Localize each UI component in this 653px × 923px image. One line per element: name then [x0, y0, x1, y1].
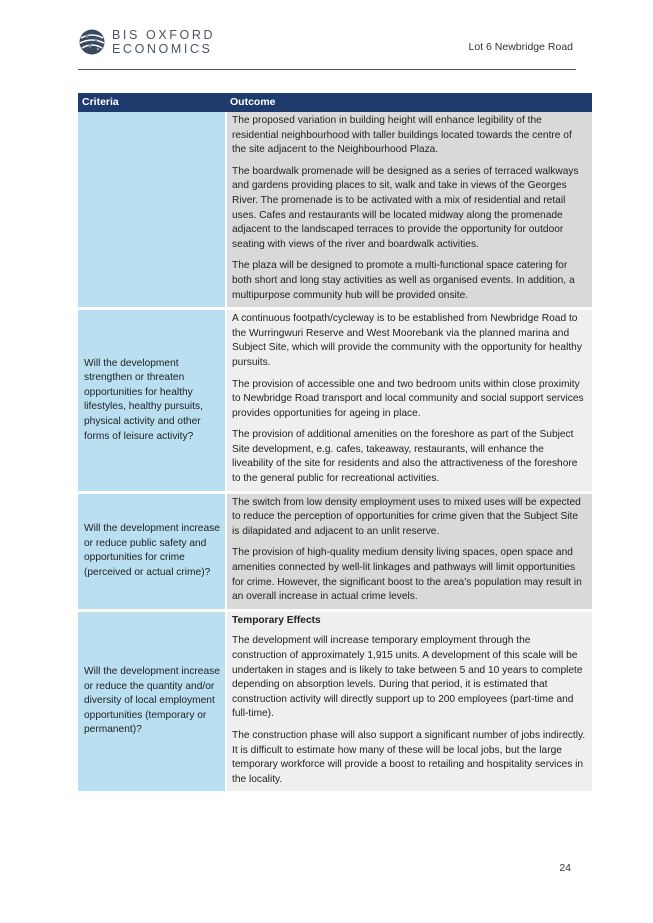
table-row: [78, 492, 592, 610]
header-divider: [78, 69, 576, 70]
outcome-paragraph: The proposed variation in building height will enhance legibility of the residential neighbourhood with taller buildings located towards the centre of the site adjacent to the Neighbourhood Plaza.: [232, 115, 572, 156]
logo-line-2: ECONOMICS: [112, 41, 213, 56]
logo-line-1: BIS OXFORD: [112, 28, 216, 42]
outcome-cell: [226, 492, 592, 610]
outcome-paragraph: The plaza will be designed to promote a multi-functional space catering for both short and long stay activities as well as organised events. In addition, a multipurpose community hub will be provided onsite.: [232, 260, 575, 301]
criteria-cell: Will the development strengthen or threaten opportunities for healthy lifestyles, healthy pursuits, physical activity and other forms of leisure activity?: [78, 309, 226, 493]
table-row: [78, 112, 592, 309]
outcome-paragraph: A continuous footpath/cycleway is to be established from Newbridge Road to the Wurringwuri Reserve and West Moorebank via the planned marina and Subject Site, which will provide the community with the opportunity for healthy pursuits.: [232, 313, 582, 368]
outcome-subheading: Temporary Effects: [232, 614, 321, 626]
document-title: Lot 6 Newbridge Road: [468, 41, 573, 53]
criteria-outcome-table: [78, 93, 592, 794]
outcome-paragraph: The development will increase temporary employment through the construction of approximately 1,915 units. A development of this scale will be undertaken in stages and is likely to take between 5 and 10 years to complete depending on absorption levels. During that period, it is estimated that construction activity will directly support up to 200 employees (part-time and full-time).: [232, 635, 583, 720]
outcome-cell: [226, 610, 592, 793]
table-row: [78, 610, 592, 793]
logo-wordmark: [112, 29, 215, 56]
outcome-paragraph: The construction phase will also support a significant number of jobs indirectly. It is difficult to estimate how many of these will be local jobs, but the large temporary workforce will provide a boost to retailing and hospitality services in the locality.: [232, 729, 586, 785]
table-row: [78, 309, 592, 493]
outcome-paragraph: The switch from low density employment uses to mixed uses will be expected to reduce the perception of opportunities for crime given that the Subject Site is dilapidated and adjacent to an unlit reserve.: [232, 496, 581, 537]
outcome-paragraph: The provision of additional amenities on the foreshore as part of the Subject Site development, e.g. cafes, takeaway, restaurants, will enhance the liveability of the site for residents and also the attractiveness of the foreshore to the general public for recreational activities.: [232, 429, 578, 485]
outcome-cell: [226, 309, 592, 493]
page-header: [0, 0, 653, 72]
criteria-cell: Will the development increase or reduce the quantity and/or diversity of local employment opportunities (temporary or permanent)?: [78, 610, 226, 793]
outcome-paragraph: The provision of accessible one and two bedroom units within close proximity to Newbridge Road transport and local community and social support services provides opportunities for ageing in place.: [232, 378, 584, 419]
table-header-row: [78, 93, 592, 112]
globe-logo-icon: [78, 28, 106, 56]
criteria-cell: Will the development increase or reduce public safety and opportunities for crime (perceived or actual crime)?: [78, 492, 226, 610]
outcome-paragraph: The provision of high-quality medium density living spaces, open space and amenities connected by well-lit linkages and pathways will limit opportunities for crime. However, the significant boost to the area’s population may result in an overall increase in actual crime levels.: [232, 547, 582, 603]
page-number: 24: [559, 862, 571, 874]
outcome-paragraph: The boardwalk promenade will be designed as a series of terraced walkways and gardens providing places to sit, walk and take in views of the Georges River. The promenade is to be activated with a mix of residential and retail uses. Cafes and restaurants will be located midway along the promenade adjacent to the landscaped terraces to provide the opportunity for outdoor seating with views of the river and boardwalk activities.: [232, 165, 579, 250]
column-header-outcome: Outcome: [226, 93, 592, 112]
outcome-cell: [226, 112, 592, 309]
criteria-cell: [78, 112, 226, 309]
column-header-criteria: Criteria: [78, 93, 226, 112]
